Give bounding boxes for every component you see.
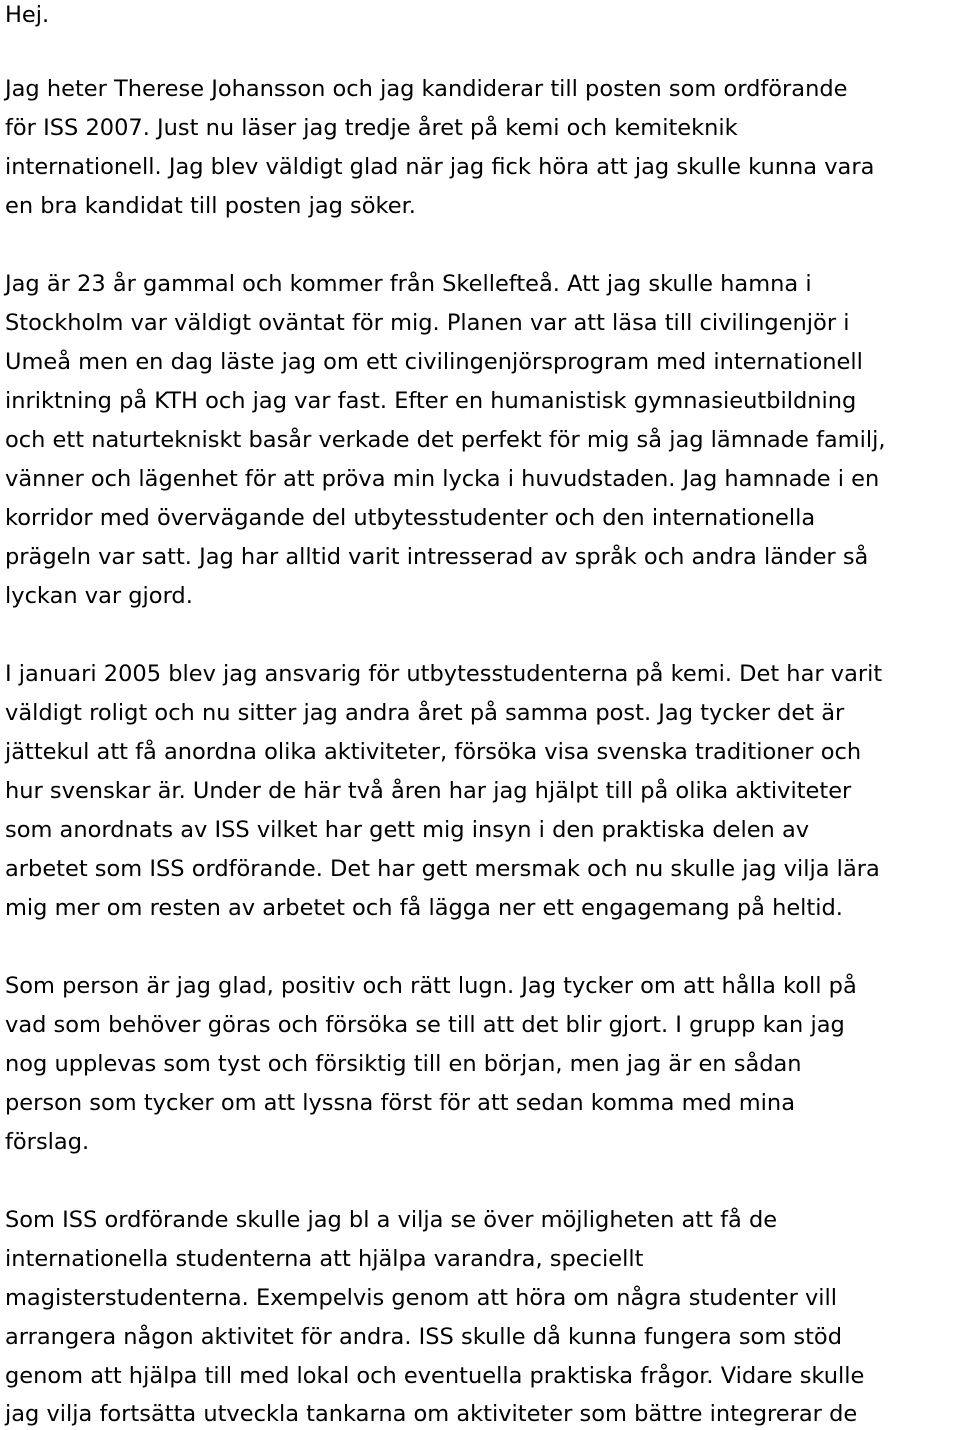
paragraph-1-line-3: internationell. Jag blev väldigt glad när jag fick höra att jag skulle kunna vara [5,154,875,180]
paragraph-2-line-4: inriktning på KTH och jag var fast. Efter en humanistisk gymnasieutbildning [5,388,857,414]
paragraph-5-line-4: arrangera någon aktivitet för andra. ISS skulle då kunna fungera som stöd [5,1324,842,1350]
paragraph-4-line-4: person som tycker om att lyssna först för att sedan komma med mina [5,1090,795,1116]
paragraph-1-line-4: en bra kandidat till posten jag söker. [5,193,416,219]
paragraph-5-line-2: internationella studenterna att hjälpa varandra, speciellt [5,1246,644,1272]
paragraph-2-line-6: vänner och lägenhet för att pröva min lycka i huvudstaden. Jag hamnade i en [5,466,880,492]
paragraph-2-line-1: Jag är 23 år gammal och kommer från Skellefteå. Att jag skulle hamna i [5,271,812,297]
paragraph-4-line-5: förslag. [5,1129,90,1155]
paragraph-4-line-3: nog upplevas som tyst och försiktig till en början, men jag är en sådan [5,1051,802,1077]
paragraph-4-line-1: Som person är jag glad, positiv och rätt lugn. Jag tycker om att hålla koll på [5,973,857,999]
paragraph-1-line-2: för ISS 2007. Just nu läser jag tredje året på kemi och kemiteknik [5,115,738,141]
paragraph-3-line-3: jättekul att få anordna olika aktiviteter, försöka visa svenska traditioner och [5,739,862,765]
paragraph-5-line-5: genom att hjälpa till med lokal och eventuella praktiska frågor. Vidare skulle [5,1363,865,1389]
paragraph-3-line-5: som anordnats av ISS vilket har gett mig insyn i den praktiska delen av [5,817,810,843]
paragraph-2-line-9: lyckan var gjord. [5,583,193,609]
paragraph-3-line-1: I januari 2005 blev jag ansvarig för utbytesstudenterna på kemi. Det har varit [5,661,883,687]
paragraph-2-line-3: Umeå men en dag läste jag om ett civilingenjörsprogram med internationell [5,349,863,375]
paragraph-2-line-7: korridor med övervägande del utbytesstudenter och den internationella [5,505,816,531]
paragraph-3-line-2: väldigt roligt och nu sitter jag andra året på samma post. Jag tycker det är [5,700,845,726]
paragraph-2-line-2: Stockholm var väldigt oväntat för mig. Planen var att läsa till civilingenjör i [5,310,850,336]
paragraph-5-line-1: Som ISS ordförande skulle jag bl a vilja se över möjligheten att få de [5,1207,778,1233]
paragraph-5-line-3: magisterstudenterna. Exempelvis genom att höra om några studenter vill [5,1285,838,1311]
paragraph-2-line-5: och ett naturtekniskt basår verkade det perfekt för mig så jag lämnade familj, [5,427,886,453]
paragraph-3-line-6: arbetet som ISS ordförande. Det har gett mersmak och nu skulle jag vilja lära [5,856,880,882]
paragraph-3-line-7: mig mer om resten av arbetet och få lägga ner ett engagemang på heltid. [5,895,843,921]
paragraph-4-line-2: vad som behöver göras och försöka se till att det blir gjort. I grupp kan jag [5,1012,845,1038]
paragraph-5-line-6: jag vilja fortsätta utveckla tankarna om aktiviteter som bättre integrerar de [5,1401,858,1427]
greeting-line: Hej. [5,2,50,28]
paragraph-1-line-1: Jag heter Therese Johansson och jag kandiderar till posten som ordförande [5,76,848,102]
paragraph-3-line-4: hur svenskar är. Under de här två åren har jag hjälpt till på olika aktiviteter [5,778,852,804]
paragraph-2-line-8: prägeln var satt. Jag har alltid varit intresserad av språk och andra länder så [5,544,869,570]
